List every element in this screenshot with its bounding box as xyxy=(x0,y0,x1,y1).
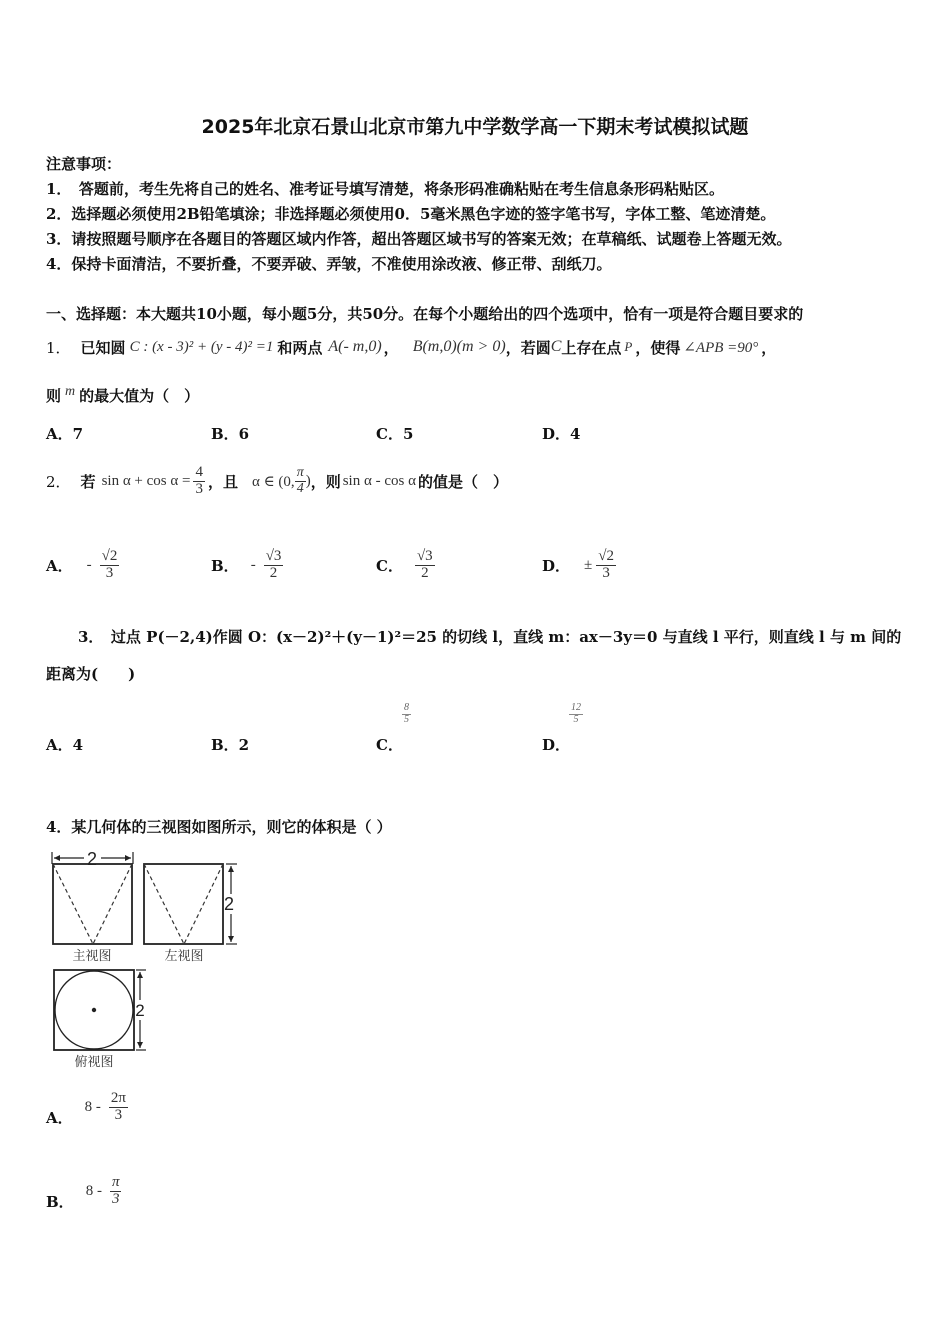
q2-option-b-label: B． xyxy=(211,556,239,575)
q1-circle-equation: C : (x - 3)² + (y - 4)² =1 xyxy=(129,338,274,355)
q4-option-b-denominator: 3 xyxy=(111,1190,120,1207)
q2-text-2: ，且 xyxy=(207,472,238,491)
q1-text-1: 已知圆 xyxy=(80,338,126,357)
q2-number: 2． xyxy=(46,472,71,491)
q1-circle-c: C xyxy=(550,338,562,355)
q4-option-b-prefix: 8 - xyxy=(85,1182,102,1199)
q3-line-2: 距离为( ) xyxy=(46,665,136,683)
q2-option-c[interactable] xyxy=(376,540,435,590)
q2-option-a-fraction xyxy=(100,549,120,582)
q2-text-4: 的值是（ ） xyxy=(417,472,508,491)
notice-item-1: 1． 答题前，考生先将自己的姓名、准考证号填写清楚，将条形码准确粘贴在考生信息条形码粘贴区。 xyxy=(46,180,724,198)
q2-option-b-denominator: 2 xyxy=(269,564,278,581)
q1-text-4: 上存在点 xyxy=(561,338,622,357)
q2-option-c-numerator: √3 xyxy=(416,547,433,564)
q1-line2-a: 则 xyxy=(46,387,62,405)
notice-item-2: 2．选择题必须使用2B铅笔填涂；非选择题必须使用0．5毫米黑色字迹的签字笔书写，字体工整、笔迹清楚。 xyxy=(46,205,776,223)
q3-option-b[interactable]: B．2 xyxy=(211,736,250,754)
question-1 xyxy=(46,332,776,362)
q2-range-fraction xyxy=(295,466,306,496)
q2-text-1: 若 xyxy=(80,472,96,491)
q3-line-1: 3． 过点 P(－2,4)作圆 O：(x－2)²＋(y－1)²＝25 的切线 l，直线 m：ax－3y＝0 与直线 l 平行，则直线 l 与 m 间的 xyxy=(78,628,902,646)
q1-separator: ， xyxy=(383,338,399,357)
q2-option-a[interactable] xyxy=(46,540,119,590)
q2-option-a-numerator: √2 xyxy=(101,547,118,564)
q4-option-b[interactable] xyxy=(46,1168,121,1214)
q2-option-b-sign: - xyxy=(250,556,256,573)
q2-range-prefix: α ∈ (0, xyxy=(251,473,295,490)
q2-option-d-sign: ± xyxy=(584,556,593,573)
q4-option-a-denominator: 3 xyxy=(114,1106,123,1123)
q4-option-b-numerator: π xyxy=(111,1173,120,1190)
q3-option-d-denominator: 5 xyxy=(573,713,579,725)
side-view-height-dimension: 2 xyxy=(223,894,235,914)
q1-option-b[interactable]: B．6 xyxy=(211,425,250,443)
q4-option-a-label: A． xyxy=(46,1108,73,1127)
q2-option-a-sign: - xyxy=(86,556,92,573)
q1-text-6: ， xyxy=(761,338,777,357)
side-view xyxy=(144,864,237,963)
q4-option-a-prefix: 8 - xyxy=(84,1098,101,1115)
q2-text-3: ，则 xyxy=(310,472,341,491)
q1-line2-b: 的最大值为（ ） xyxy=(79,387,200,405)
notice-item-3: 3．请按照题号顺序在各题目的答题区域内作答，超出答题区域书写的答案无效；在草稿纸、试题卷上答题无效。 xyxy=(46,230,792,248)
front-view-width-dimension: 2 xyxy=(86,849,98,869)
q2-option-d-fraction xyxy=(596,549,616,582)
q1-point-b: B(m,0)(m > 0) xyxy=(412,338,506,355)
q1-text-5: ，使得 xyxy=(635,338,681,357)
notice-heading: 注意事项： xyxy=(46,155,122,173)
question-2 xyxy=(46,458,508,504)
q1-point-a: A(- m,0) xyxy=(328,338,382,355)
q2-fraction-denominator: 3 xyxy=(195,480,203,497)
q2-option-d-numerator: √2 xyxy=(598,547,614,564)
q1-angle: ∠APB =90° xyxy=(683,339,759,356)
top-view-label: 俯视图 xyxy=(74,1054,114,1069)
q1-variable-m: m xyxy=(65,383,76,399)
q2-option-b-numerator: √3 xyxy=(265,547,282,564)
q2-option-d-denominator: 3 xyxy=(602,564,610,581)
q4-option-a-numerator: 2π xyxy=(110,1089,126,1106)
q3-option-c[interactable]: C． xyxy=(376,736,403,754)
front-view-label: 主视图 xyxy=(72,948,112,963)
q2-range-numerator: π xyxy=(296,464,304,480)
q2-option-a-denominator: 3 xyxy=(105,564,114,581)
three-view-figure xyxy=(40,846,250,1076)
q2-fraction xyxy=(193,465,205,498)
q3-option-d[interactable]: D． xyxy=(542,736,571,754)
q4-option-b-fraction xyxy=(110,1175,122,1208)
q4-text: 4．某几何体的三视图如图所示，则它的体积是（ ） xyxy=(46,818,392,836)
q1-number: 1． xyxy=(46,338,71,357)
q1-point-p: P xyxy=(624,339,633,354)
section-heading: 一、选择题：本大题共10小题，每小题5分，共50分。在每个小题给出的四个选项中，恰有一项是符合题目要求的 xyxy=(46,305,804,323)
side-view-label: 左视图 xyxy=(164,948,204,963)
q2-expression-2: sin α - cos α xyxy=(342,472,416,489)
q2-option-b-fraction xyxy=(264,549,284,582)
q4-option-a[interactable] xyxy=(46,1084,128,1130)
top-view xyxy=(54,970,146,1069)
q2-option-c-label: C． xyxy=(376,556,403,575)
q1-option-d[interactable]: D．4 xyxy=(542,425,581,443)
q1-line-2 xyxy=(46,385,199,406)
q3-option-c-numerator: 8 xyxy=(404,702,409,713)
q1-text-2: 和两点 xyxy=(277,338,323,357)
q3-option-a[interactable]: A．4 xyxy=(46,736,84,754)
q2-option-c-denominator: 2 xyxy=(421,564,429,581)
q3-option-c-fraction xyxy=(402,703,411,725)
q2-option-b[interactable] xyxy=(211,540,283,590)
q2-option-a-label: A． xyxy=(46,556,73,575)
q3-option-c-denominator: 5 xyxy=(404,713,409,725)
q2-option-d[interactable] xyxy=(542,540,616,590)
top-view-dimension: 2 xyxy=(135,1001,145,1020)
q4-option-a-fraction xyxy=(109,1091,128,1124)
q3-option-d-fraction xyxy=(569,703,583,725)
q4-option-b-label: B． xyxy=(46,1192,74,1211)
q2-option-c-fraction xyxy=(415,549,435,582)
q1-text-3: ，若圆 xyxy=(505,338,551,357)
page-title: 2025年北京石景山北京市第九中学数学高一下期末考试模拟试题 xyxy=(201,116,749,138)
q3-option-d-numerator: 12 xyxy=(571,702,581,713)
q1-option-c[interactable]: C．5 xyxy=(376,425,414,443)
q1-option-a[interactable]: A．7 xyxy=(46,425,84,443)
notice-item-4: 4．保持卡面清洁，不要折叠，不要弄破、弄皱，不准使用涂改液、修正带、刮纸刀。 xyxy=(46,255,612,273)
front-view xyxy=(52,849,133,963)
q2-range-suffix: ) xyxy=(305,472,311,489)
q2-expression-1: sin α + cos α = xyxy=(101,472,191,489)
q2-option-d-label: D． xyxy=(542,556,571,575)
q2-range-denominator: 4 xyxy=(296,480,304,496)
q2-fraction-numerator: 4 xyxy=(195,463,203,480)
